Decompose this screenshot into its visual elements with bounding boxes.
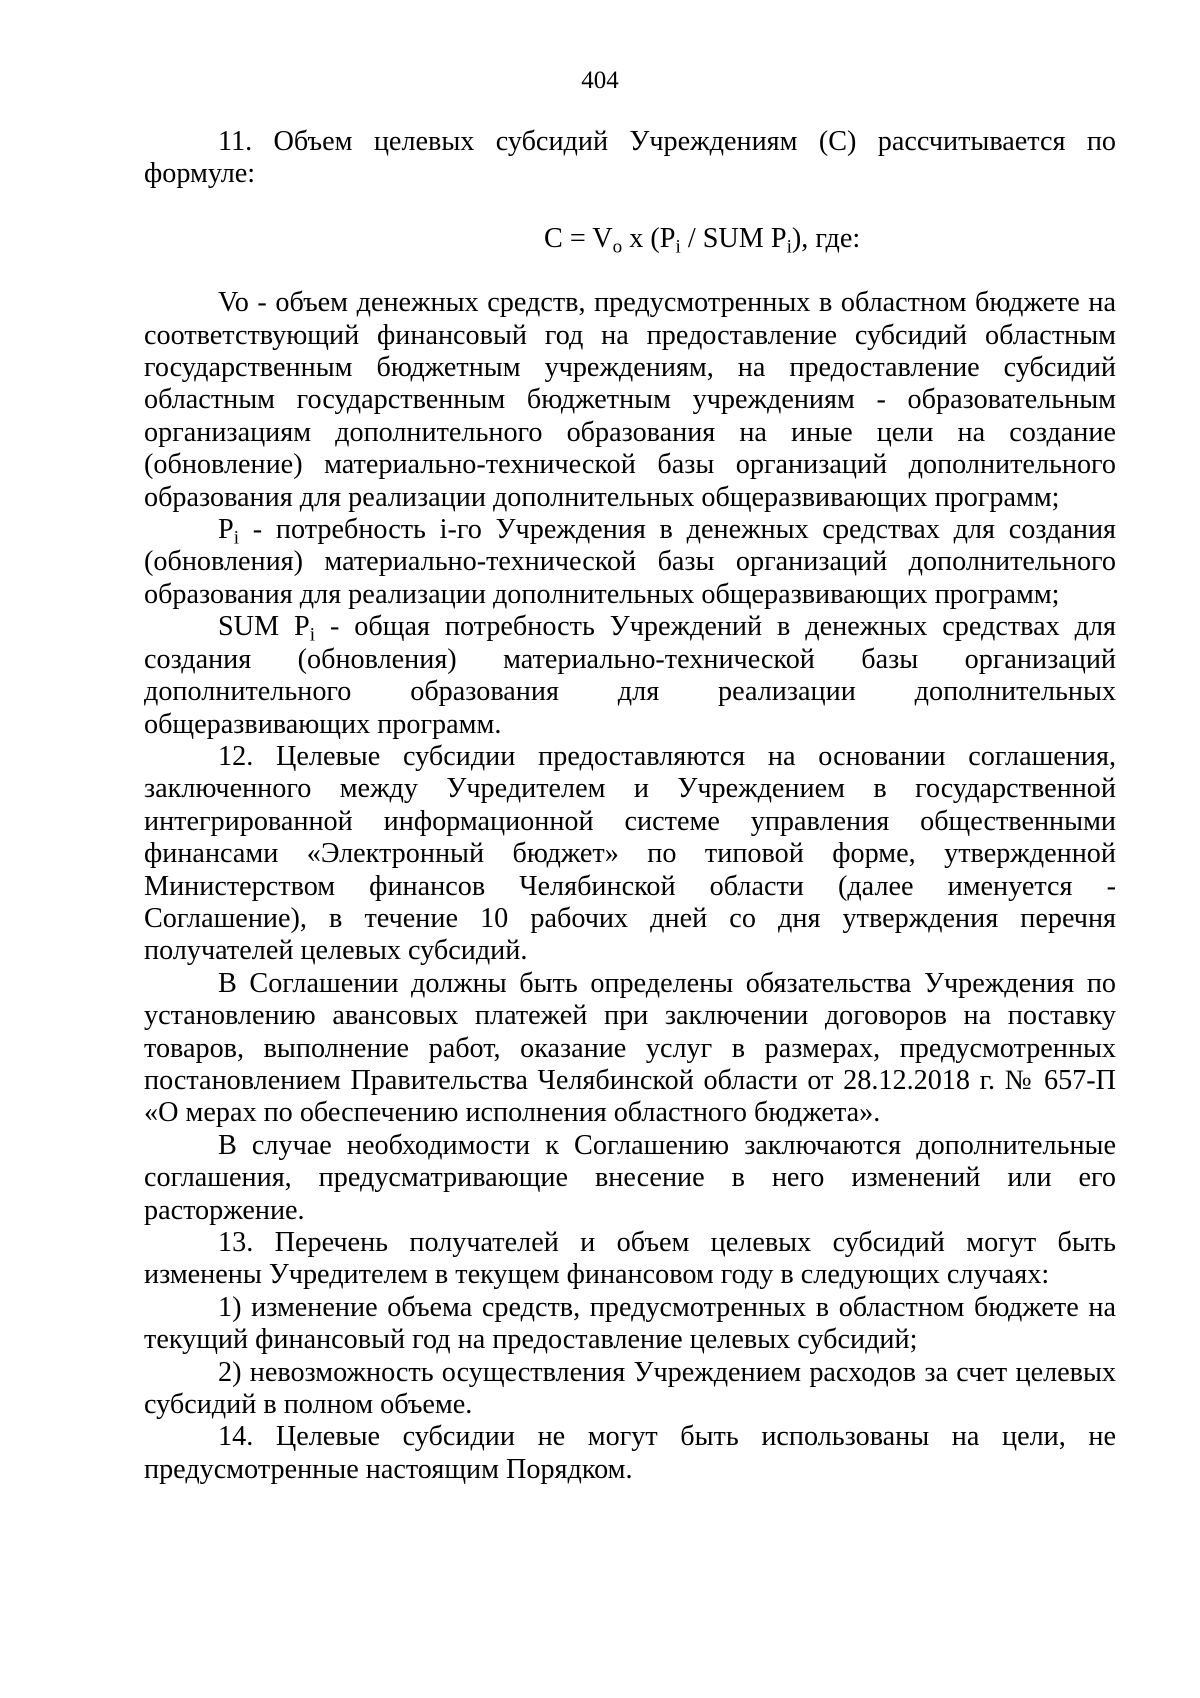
term-p-subscript: i — [233, 527, 240, 549]
paragraph-12-additional: В случае необходимости к Соглашению заключаются дополнительные соглашения, предусматривающие внесение в него изменений или его расторжение. — [144, 1129, 1116, 1226]
paragraph-11-intro: 11. Объем целевых субсидий Учреждениям (C) рассчитывается по формуле: — [144, 126, 1116, 190]
formula-mid-1: x (P — [622, 222, 676, 254]
formula-p-subscript-2: i — [786, 236, 792, 258]
formula-lhs: C = V — [544, 222, 613, 254]
paragraph-13: 13. Перечень получателей и объем целевых субсидий могут быть изменены Учредителем в текущем финансовом году в следующих случаях: — [144, 1227, 1116, 1291]
paragraph-14: 14. Целевые субсидии не могут быть использованы на цели, не предусмотренные настоящим Порядком. — [144, 1421, 1116, 1485]
subsidy-formula — [144, 222, 1116, 258]
page-number: 404 — [581, 67, 619, 94]
definition-sum-pi — [144, 611, 1116, 741]
formula-p-subscript-1: i — [675, 236, 681, 258]
term-p-symbol: P — [218, 514, 234, 546]
paragraph-12: 12. Целевые субсидии предоставляются на основании соглашения, заключенного между Учредителем и Учреждением в государственной интегрированной информационной системе управления общественными финансами «Электронный бюджет» по типовой форме, утвержденной Министерством финансов Челябинской области (далее именуется - Соглашение), в течение 10 рабочих дней со дня утверждения перечня получателей целевых субсидий. — [144, 740, 1116, 967]
definition-vo: Vo - объем денежных средств, предусмотренных в областном бюджете на соответствующий финансовый год на предоставление субсидий областным государственным бюджетным учреждениям, на предоставление субсидий областным государственным бюджетным учреждениям - образовательным организациям дополнительного образования на иные цели на создание (обновление) материально-технической базы организаций дополнительного образования для реализации дополнительных общеразвивающих программ; — [144, 287, 1116, 513]
paragraph-13-item-1: 1) изменение объема средств, предусмотренных в областном бюджете на текущий финансовый год на предоставление целевых субсидий; — [144, 1291, 1116, 1356]
term-sum-symbol: SUM P — [218, 611, 310, 643]
formula-v-subscript: o — [612, 236, 623, 258]
document-body — [144, 126, 1116, 1486]
formula-tail: ), где: — [791, 222, 861, 254]
paragraph-12-obligations: В Соглашении должны быть определены обязательства Учреждения по установлению авансовых платежей при заключении договоров на поставку товаров, выполнение работ, оказание услуг в размерах, предусмотренных постановлением Правительства Челябинской области от 28.12.2018 г. № 657-П «О мерах по обеспечению исполнения областного бюджета». — [144, 967, 1116, 1129]
definition-pi — [144, 514, 1116, 611]
term-sum-subscript: i — [309, 624, 316, 646]
definition-sum-pi-text: - общая потребность Учреждений в денежных средствах для создания (обновления) материально-технической базы организаций дополнительного образования для реализации дополнительных общеразвивающих программ. — [144, 611, 1117, 740]
formula-mid-2: / SUM P — [680, 222, 787, 254]
paragraph-13-item-2: 2) невозможность осуществления Учреждением расходов за счет целевых субсидий в полном объеме. — [144, 1356, 1116, 1421]
definition-pi-text: - потребность i-го Учреждения в денежных средствах для создания (обновления) материально-технической базы организаций дополнительного образования для реализации дополнительных общеразвивающих программ; — [144, 514, 1116, 610]
